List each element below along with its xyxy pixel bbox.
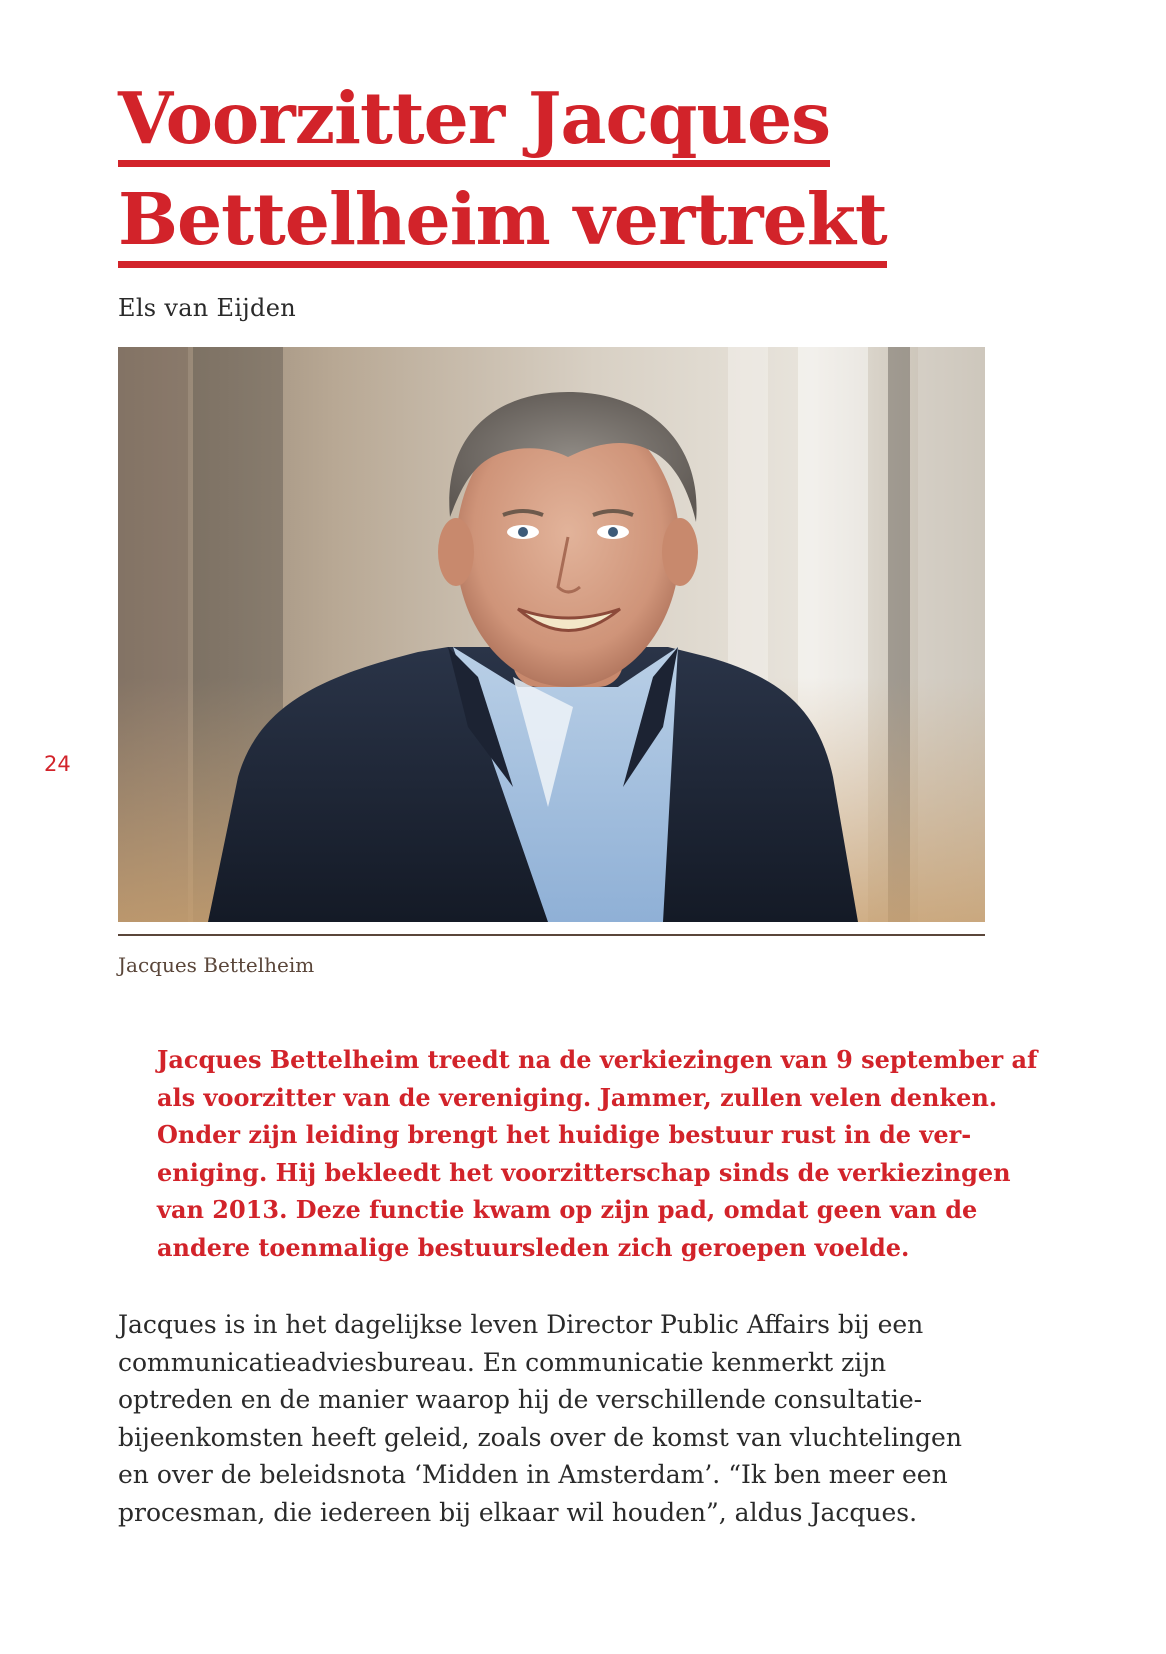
portrait-illustration bbox=[118, 347, 985, 922]
intro-paragraph bbox=[157, 1041, 1038, 1267]
intro-line: eniging. Hij bekleedt het voorzitterschap sinds de verkiezingen bbox=[157, 1157, 1011, 1187]
body-line: en over de beleidsnota ‘Midden in Amsterdam’. “Ik ben meer een bbox=[118, 1460, 948, 1490]
body-line: bijeenkomsten heeft geleid, zoals over de komst van vluchtelingen bbox=[118, 1422, 962, 1452]
title-line-2: Bettelheim vertrekt bbox=[118, 169, 887, 270]
intro-line: Onder zijn leiding brengt het huidige bestuur rust in de ver- bbox=[157, 1120, 972, 1150]
body-line: communicatieadviesbureau. En communicatie kenmerkt zijn bbox=[118, 1347, 887, 1377]
body-paragraph bbox=[118, 1306, 998, 1532]
portrait-photo bbox=[118, 347, 985, 922]
intro-line: andere toenmalige bestuursleden zich geroepen voelde. bbox=[157, 1232, 910, 1262]
body-line: Jacques is in het dagelijkse leven Director Public Affairs bij een bbox=[118, 1310, 924, 1339]
page-number: 24 bbox=[44, 752, 71, 776]
body-line: optreden en de manier waarop hij de verschillende consultatie- bbox=[118, 1385, 923, 1415]
caption-divider bbox=[118, 934, 985, 936]
intro-line: als voorzitter van de vereniging. Jammer, zullen velen denken. bbox=[157, 1082, 998, 1112]
article-title bbox=[118, 68, 887, 270]
intro-line: van 2013. Deze functie kwam op zijn pad, omdat geen van de bbox=[157, 1195, 978, 1225]
title-line-1: Voorzitter Jacques bbox=[118, 68, 887, 169]
photo-caption: Jacques Bettelheim bbox=[118, 953, 315, 977]
author-byline: Els van Eijden bbox=[118, 294, 296, 322]
intro-line: Jacques Bettelheim treedt na de verkiezingen van 9 september af bbox=[157, 1045, 1038, 1074]
body-line: procesman, die iedereen bij elkaar wil houden”, aldus Jacques. bbox=[118, 1497, 918, 1527]
